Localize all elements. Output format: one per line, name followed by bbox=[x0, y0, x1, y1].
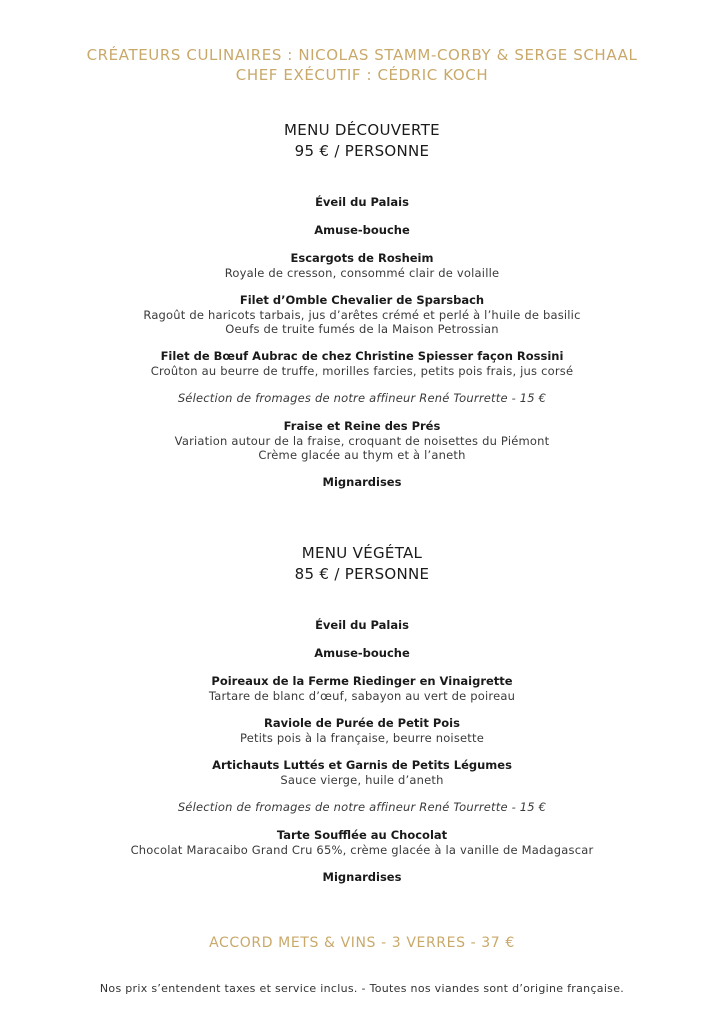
course-desc: Petits pois à la française, beurre noisette bbox=[240, 730, 484, 745]
decouverte-course-fraise bbox=[0, 419, 724, 463]
course-desc: Chocolat Maracaibo Grand Cru 65%, crème glacée à la vanille de Madagascar bbox=[130, 842, 594, 857]
vegetal-course-fromages bbox=[0, 800, 724, 815]
menu-vegetal-heading bbox=[0, 543, 724, 585]
decouverte-course-escargots bbox=[0, 251, 724, 280]
decouverte-course-amuse bbox=[0, 223, 724, 238]
course-desc: Sauce vierge, huile d’aneth bbox=[280, 772, 444, 787]
menu-decouverte-title: MENU DÉCOUVERTE bbox=[284, 121, 440, 139]
course-desc: Crème glacée au thym et à l’aneth bbox=[258, 448, 466, 462]
header-creators: CRÉATEURS CULINAIRES : NICOLAS STAMM-CORBY & SERGE SCHAAL bbox=[86, 46, 638, 64]
decouverte-course-boeuf bbox=[0, 349, 724, 378]
decouverte-course-omble bbox=[0, 293, 724, 337]
course-desc: Oeufs de truite fumés de la Maison Petrossian bbox=[225, 322, 499, 336]
course-name: Tarte Soufflée au Chocolat bbox=[276, 828, 448, 842]
vegetal-course-amuse bbox=[0, 646, 724, 661]
vegetal-course-poireaux bbox=[0, 674, 724, 703]
wine-pairing: ACCORD METS & VINS - 3 VERRES - 37 € bbox=[209, 935, 515, 951]
menu-vegetal-price: 85 € / PERSONNE bbox=[294, 565, 430, 583]
course-name: Filet d’Omble Chevalier de Sparsbach bbox=[239, 293, 485, 307]
vegetal-course-mignardises bbox=[0, 870, 724, 885]
course-name: Amuse-bouche bbox=[314, 646, 410, 660]
vegetal-course-artichauts bbox=[0, 758, 724, 787]
course-desc: Variation autour de la fraise, croquant de noisettes du Piémont bbox=[174, 433, 550, 448]
course-name: Filet de Bœuf Aubrac de chez Christine Spiesser façon Rossini bbox=[160, 349, 564, 363]
course-desc: Ragoût de haricots tarbais, jus d’arêtes crémé et perlé à l’huile de basilic bbox=[143, 307, 581, 322]
course-name: Raviole de Purée de Petit Pois bbox=[264, 716, 460, 730]
decouverte-course-eveil bbox=[0, 195, 724, 210]
course-name: Mignardises bbox=[322, 475, 402, 489]
footer-note: Nos prix s’entendent taxes et service inclus. - Toutes nos viandes sont d’origine française. bbox=[99, 982, 625, 995]
course-name: Éveil du Palais bbox=[315, 618, 409, 632]
course-desc: Royale de cresson, consommé clair de volaille bbox=[224, 265, 500, 280]
course-name: Escargots de Rosheim bbox=[290, 251, 434, 265]
menu-decouverte-price: 95 € / PERSONNE bbox=[294, 142, 430, 160]
header bbox=[0, 45, 724, 85]
course-desc: Sélection de fromages de notre affineur René Tourrette - 15 € bbox=[177, 800, 547, 814]
course-name: Mignardises bbox=[322, 870, 402, 884]
menu-decouverte-heading bbox=[0, 120, 724, 162]
course-name: Fraise et Reine des Prés bbox=[283, 419, 441, 433]
course-desc: Sélection de fromages de notre affineur René Tourrette - 15 € bbox=[177, 391, 547, 405]
header-chef: CHEF EXÉCUTIF : CÉDRIC KOCH bbox=[235, 66, 489, 84]
course-name: Poireaux de la Ferme Riedinger en Vinaigrette bbox=[211, 674, 513, 688]
course-name: Éveil du Palais bbox=[315, 195, 409, 209]
menu-vegetal-title: MENU VÉGÉTAL bbox=[301, 544, 423, 562]
course-name: Artichauts Luttés et Garnis de Petits Légumes bbox=[212, 758, 512, 772]
vegetal-course-tarte bbox=[0, 828, 724, 857]
vegetal-course-raviole bbox=[0, 716, 724, 745]
course-desc: Croûton au beurre de truffe, morilles farcies, petits pois frais, jus corsé bbox=[150, 363, 574, 378]
course-name: Amuse-bouche bbox=[314, 223, 410, 237]
vegetal-course-eveil bbox=[0, 618, 724, 633]
course-desc: Tartare de blanc d’œuf, sabayon au vert de poireau bbox=[208, 688, 516, 703]
decouverte-course-mignardises bbox=[0, 475, 724, 490]
decouverte-course-fromages bbox=[0, 391, 724, 406]
